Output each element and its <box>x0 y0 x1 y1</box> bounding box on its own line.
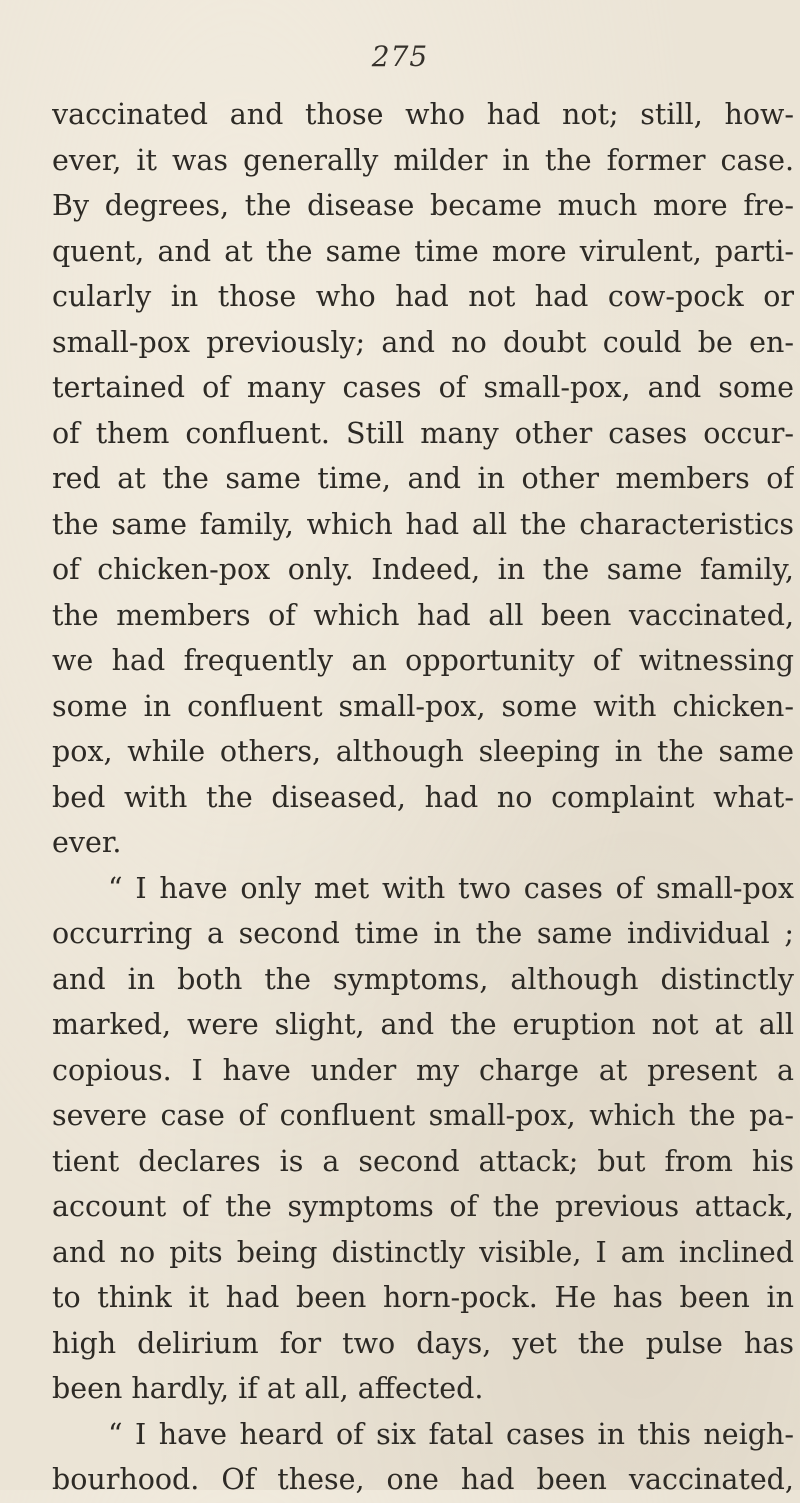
text-line: marked, were slight, and the eruption not at all <box>52 1008 794 1041</box>
text-line: quent, and at the same time more virulent, parti- <box>52 234 794 268</box>
text-line: occurring a second time in the same individual ; <box>52 917 794 950</box>
text-line: tertained of many cases of small-pox, and some <box>52 371 794 404</box>
text-line: “ I have heard of six fatal cases in this neigh- <box>108 1417 794 1451</box>
text-line: severe case of confluent small-pox, which the pa- <box>52 1099 794 1132</box>
text-line: to think it had been horn-pock. He has been in <box>52 1281 794 1314</box>
text-line: bourhood. Of these, one had been vaccinated, <box>52 1463 794 1496</box>
text-line: small-pox previously; and no doubt could be en- <box>52 325 794 359</box>
text-line: account of the symptoms of the previous attack, <box>52 1190 794 1223</box>
text-line: “ I have only met with two cases of small-pox <box>108 871 794 905</box>
text-line: of chicken-pox only. Indeed, in the same family, <box>52 553 794 586</box>
text-line: the members of which had all been vaccinated, <box>52 598 794 632</box>
text-line: and no pits being distinctly visible, I am inclined <box>52 1235 794 1269</box>
text-line: ever. <box>52 826 122 859</box>
text-line: tient declares is a second attack; but from his <box>52 1144 794 1178</box>
page-number: 275 <box>371 40 429 73</box>
text-line: high delirium for two days, yet the pulse has <box>52 1326 794 1360</box>
text-line: ever, it was generally milder in the former case. <box>52 143 794 177</box>
text-line: the same family, which had all the characteristics <box>52 507 794 541</box>
text-line: copious. I have under my charge at present a <box>52 1053 794 1087</box>
text-line: vaccinated and those who had not; still, how- <box>52 98 794 131</box>
text-line: we had frequently an opportunity of witnessing <box>52 644 794 677</box>
text-line: some in confluent small-pox, some with chicken- <box>52 689 794 723</box>
text-line: cularly in those who had not had cow-pock or <box>52 280 794 313</box>
text-line: By degrees, the disease became much more fre- <box>52 189 794 222</box>
text-line: of them confluent. Still many other cases occur- <box>52 416 794 450</box>
text-line: red at the same time, and in other members of <box>52 462 794 495</box>
text-line: been hardly, if at all, affected. <box>52 1372 484 1405</box>
text-line: and in both the symptoms, although distinctly <box>52 962 794 996</box>
text-line: pox, while others, although sleeping in the same <box>52 735 794 768</box>
body-text <box>52 92 794 1503</box>
text-line: bed with the diseased, had no complaint what- <box>52 780 794 814</box>
